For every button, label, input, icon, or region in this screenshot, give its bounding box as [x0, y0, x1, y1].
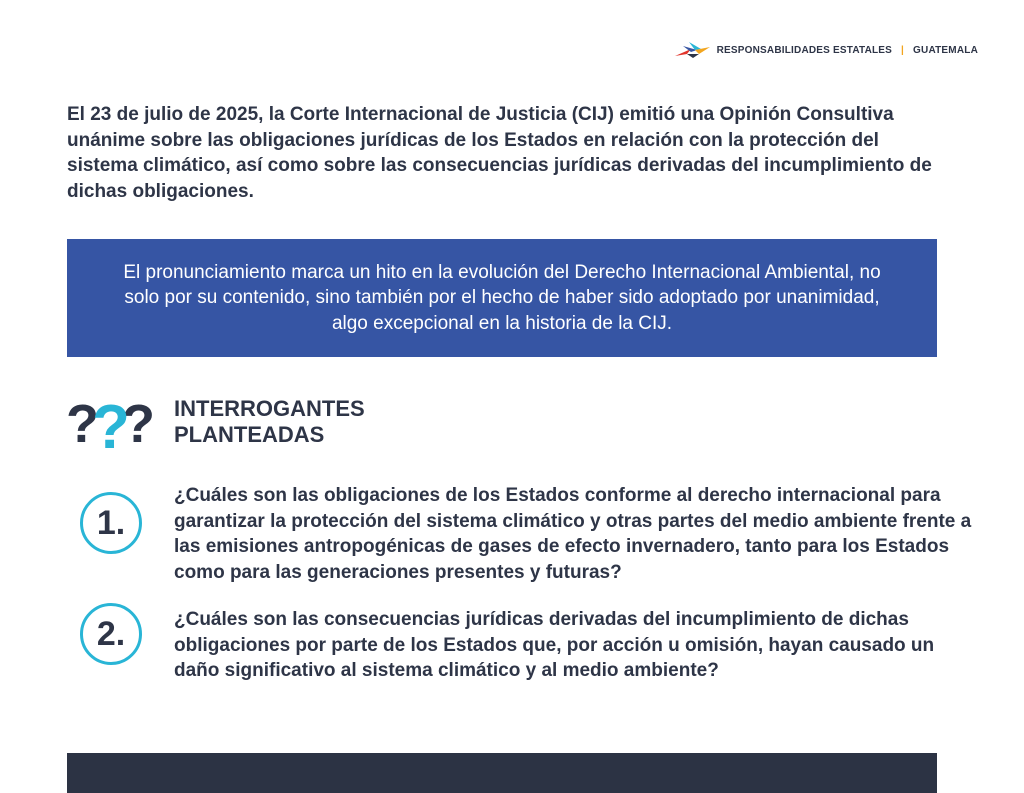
header-org: RESPONSABILIDADES ESTATALES: [716, 44, 893, 56]
svg-text:?: ?: [66, 394, 99, 454]
header-separator: |: [901, 44, 905, 56]
question-number-badge: 2.: [80, 603, 142, 665]
question-number-badge: 1.: [80, 492, 142, 554]
highlight-box: [67, 239, 937, 357]
footer-band: [67, 753, 937, 793]
section-title: [174, 396, 365, 447]
question-text: ¿Cuáles son las consecuencias jurídicas derivadas del incumplimiento de dichas obligaciones por parte de los Estados que, por acción u omisión, hayan causado un daño significativo al sistema climático y al medio ambiente?: [174, 609, 935, 681]
page-header: [673, 40, 978, 60]
section-title-line2: PLANTEADAS: [174, 421, 325, 447]
svg-text:?: ?: [92, 393, 130, 458]
section-title-line1: INTERROGANTES: [174, 396, 365, 421]
intro-paragraph: El 23 de julio de 2025, la Corte Internacional de Justicia (CIJ) emitió una Opinión Consultiva unánime sobre las obligaciones jurídicas de los Estados en relación con la protección del sistema climático, así como sobre las consecuencias jurídicas derivadas del incumplimiento de dichas obligaciones.: [67, 104, 932, 202]
bird-logo-icon: [673, 40, 711, 60]
header-country: GUATEMALA: [913, 44, 978, 56]
question-text: ¿Cuáles son las obligaciones de los Estados conforme al derecho internacional para garantizar la protección del sistema climático y otras partes del medio ambiente frente a las emisiones antropogénicas de gases de efecto invernadero, tanto para los Estados como para las generaciones presentes y futuras?: [174, 485, 972, 583]
question-marks-icon: [66, 390, 158, 458]
highlight-text: El pronunciamiento marca un hito en la evolución del Derecho Internacional Ambiental, no solo por su contenido, sino también por el hecho de haber sido adoptado por unanimidad, algo excepcional en la historia de la CIJ.: [123, 261, 881, 334]
svg-text:?: ?: [122, 394, 155, 454]
